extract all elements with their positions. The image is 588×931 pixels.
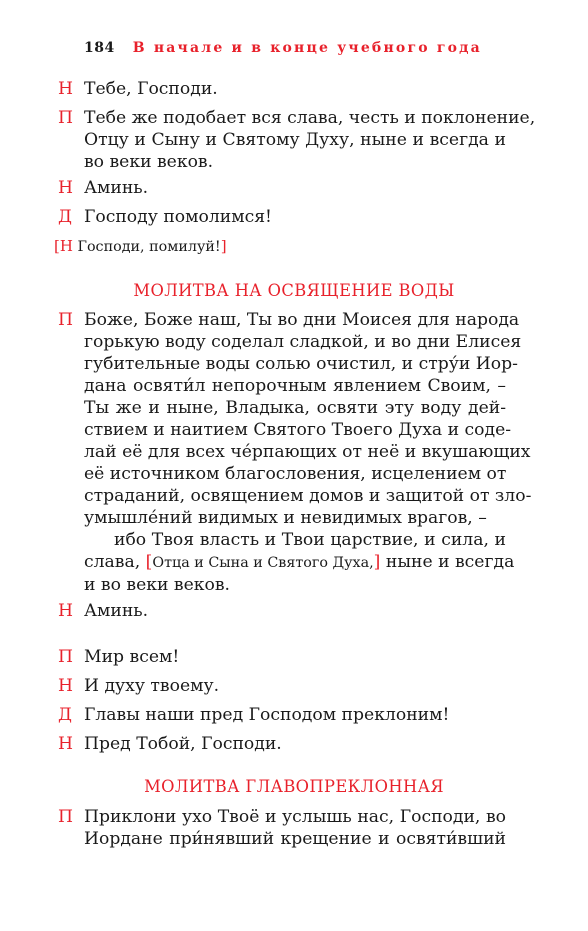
speaker-mark: Н bbox=[58, 734, 73, 754]
speaker-mark: Н bbox=[58, 601, 73, 621]
entry-text bbox=[84, 107, 536, 173]
running-header bbox=[84, 40, 482, 56]
text-line: горькую воду соделал сладкой, и во дни Елисея bbox=[84, 332, 522, 352]
text-fragment: ныне и всегда bbox=[385, 552, 515, 572]
text-line: ибо Твоя власть и Твои царствие, и сила, и bbox=[114, 530, 506, 550]
text-line: во веки веков. bbox=[84, 152, 214, 172]
optional-doxology: Отца и Сына и Святого Духа, bbox=[152, 555, 374, 571]
entry-deacon-2 bbox=[58, 704, 506, 726]
prayer-ekphonesis bbox=[84, 529, 515, 596]
entry-text: Главы наши пред Господом преклоним! bbox=[84, 705, 450, 725]
entry-text: Господи, помилуй! bbox=[77, 239, 221, 255]
text-line: страданий, освящением домов и защитой от зло- bbox=[84, 486, 532, 506]
entry-text: И духу твоему. bbox=[84, 676, 220, 696]
entry-deacon-1 bbox=[58, 206, 506, 228]
page-number: 184 bbox=[84, 40, 115, 56]
speaker-mark: Н bbox=[58, 79, 73, 99]
entry-people-3 bbox=[58, 600, 506, 622]
speaker-mark: [Н bbox=[54, 237, 73, 255]
speaker-mark: Д bbox=[58, 207, 72, 227]
entry-text: Тебе, Господи. bbox=[84, 79, 218, 99]
entry-text: Аминь. bbox=[84, 178, 149, 198]
text-fragment: слава, bbox=[84, 552, 141, 572]
entry-people-5 bbox=[58, 733, 506, 755]
entry-text bbox=[84, 309, 532, 529]
text-line bbox=[84, 551, 515, 574]
text-line: ствием и наитием Святого Твоего Духа и соде- bbox=[84, 420, 512, 440]
entry-priest-2 bbox=[58, 646, 506, 668]
text-line: Тебе же подобает вся слава, честь и поклонение, bbox=[84, 108, 536, 128]
entry-text: Аминь. bbox=[84, 601, 149, 621]
speaker-mark: П bbox=[58, 807, 73, 827]
entry-text bbox=[84, 806, 506, 850]
entry-text: Пред Тобой, Господи. bbox=[84, 734, 282, 754]
speaker-mark: Н bbox=[58, 178, 73, 198]
bracket-open: [ bbox=[145, 552, 153, 572]
entry-people-2 bbox=[58, 177, 506, 199]
entry-priest-prayer-2 bbox=[58, 806, 506, 850]
running-title: В начале и в конце учебного года bbox=[132, 40, 482, 56]
speaker-mark: П bbox=[58, 647, 73, 667]
entry-people-4 bbox=[58, 675, 506, 697]
text-line: Иордане при́нявший крещение и освяти́вший bbox=[84, 829, 506, 849]
text-line: и во веки веков. bbox=[84, 575, 230, 595]
speaker-mark: Н bbox=[58, 676, 73, 696]
entry-text: Господу помолимся! bbox=[84, 207, 272, 227]
entry-people-response-note bbox=[54, 236, 227, 257]
section-title-head-bowing: МОЛИТВА ГЛАВОПРЕКЛОННАЯ bbox=[144, 777, 444, 796]
text-line: лай её для всех че́рпающих от неё и вкушающих bbox=[84, 442, 531, 462]
entry-priest-1 bbox=[58, 107, 536, 173]
text-line: её источником благословения, исцелением от bbox=[84, 464, 507, 484]
text-line: губительные воды солью очистил, и стру́и Иор- bbox=[84, 354, 518, 374]
bracket-close: ] bbox=[220, 237, 227, 255]
speaker-mark: Д bbox=[58, 705, 72, 725]
text-line: Отцу и Сыну и Святому Духу, ныне и всегда и bbox=[84, 130, 506, 150]
entry-text: Мир всем! bbox=[84, 647, 180, 667]
entry-priest-prayer bbox=[58, 309, 532, 529]
text-line: дана освяти́л непорочным явлением Своим, – bbox=[84, 376, 506, 396]
speaker-mark: П bbox=[58, 310, 73, 330]
text-line: умышле́ний видимых и невидимых врагов, – bbox=[84, 508, 487, 528]
speaker-mark: П bbox=[58, 108, 73, 128]
bracket-close: ] bbox=[373, 552, 381, 572]
text-line: Приклони ухо Твоё и услышь нас, Господи, во bbox=[84, 807, 506, 827]
text-line: Боже, Боже наш, Ты во дни Моисея для народа bbox=[84, 310, 520, 330]
text-line: Ты же и ныне, Владыка, освяти эту воду дей- bbox=[84, 398, 506, 418]
section-title-water-blessing: МОЛИТВА НА ОСВЯЩЕНИЕ ВОДЫ bbox=[133, 281, 455, 300]
entry-people-1 bbox=[58, 78, 506, 100]
